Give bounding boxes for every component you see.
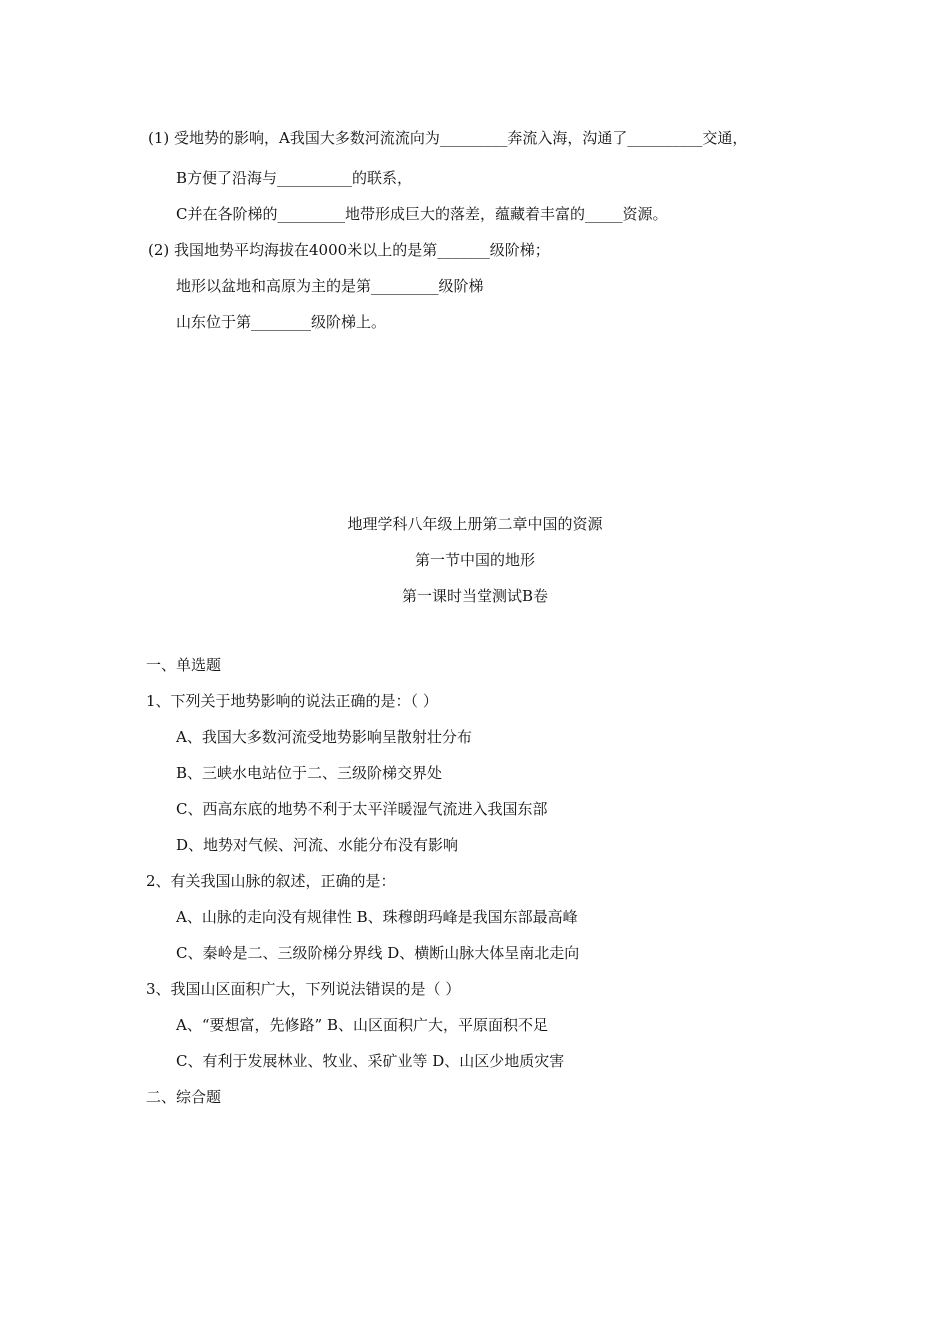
question-1-line-1: (1) 受地势的影响，A我国大多数河流流向为_________奔流入海，沟通了__________交通，: [148, 129, 748, 147]
mc-question-2-options-cd: C、秦岭是二、三级阶梯分界线 D、横断山脉大体呈南北走向: [176, 944, 580, 962]
mc-question-1-stem: 1、下列关于地势影响的说法正确的是：（ ）: [146, 692, 438, 710]
mc-question-2-stem: 2、有关我国山脉的叙述，正确的是：: [146, 872, 396, 890]
mc-question-1-option-d: D、地势对气候、河流、水能分布没有影响: [176, 836, 459, 854]
question-2-line-2: 地形以盆地和高原为主的是第_________级阶梯: [176, 277, 484, 295]
mc-question-3-stem: 3、我国山区面积广大，下列说法错误的是（ ）: [146, 980, 461, 998]
question-2-line-3: 山东位于第________级阶梯上。: [176, 313, 387, 331]
mc-question-1-option-a: A、我国大多数河流受地势影响呈散射壮分布: [176, 728, 472, 746]
mc-question-1-option-b: B、三峡水电站位于二、三级阶梯交界处: [176, 764, 443, 782]
test-title: 第一课时当堂测试B卷: [401, 587, 549, 605]
document-title: 地理学科八年级上册第二章中国的资源: [347, 515, 603, 533]
mc-question-3-options-ab: A、“要想富，先修路” B、山区面积广大，平原面积不足: [176, 1016, 548, 1034]
mc-question-1-option-c: C、西高东底的地势不利于太平洋暖湿气流进入我国东部: [176, 800, 548, 818]
mc-question-2-options-ab: A、山脉的走向没有规律性 B、珠穆朗玛峰是我国东部最高峰: [176, 908, 578, 926]
section-title: 第一节中国的地形: [414, 551, 535, 569]
question-1-line-2: B方便了沿海与__________的联系，: [176, 169, 413, 187]
section-1-heading: 一、单选题: [146, 656, 222, 674]
question-2-line-1: (2) 我国地势平均海拔在4000米以上的是第_______级阶梯；: [148, 241, 550, 259]
section-2-heading: 二、综合题: [146, 1088, 222, 1106]
question-1-line-3: C并在各阶梯的_________地带形成巨大的落差，蕴藏着丰富的_____资源。: [176, 205, 668, 223]
mc-question-3-options-cd: C、有利于发展林业、牧业、采矿业等 D、山区少地质灾害: [176, 1052, 565, 1070]
